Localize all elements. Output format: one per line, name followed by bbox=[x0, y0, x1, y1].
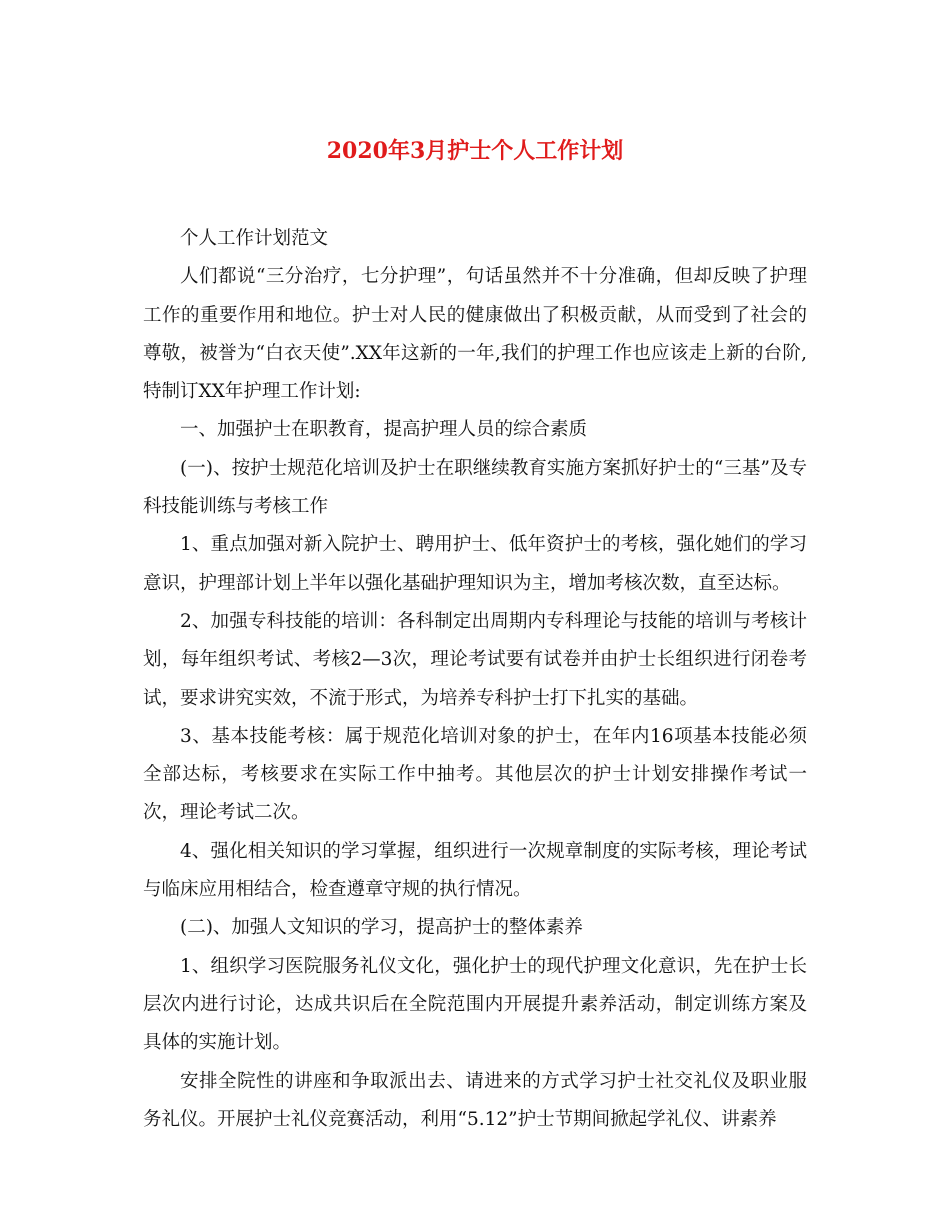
paragraph-item-5: 1、组织学习医院服务礼仪文化，强化护士的现代护理文化意识，先在护士长层次内进行讨论，达成共识后在全院范围内开展提升素养活动，制定训练方案及具体的实施计划。 bbox=[143, 955, 807, 1054]
paragraph-heading: 个人工作计划范文 bbox=[180, 228, 329, 249]
paragraph-item-3: 3、基本技能考核：属于规范化培训对象的护士，在年内16项基本技能必须全部达标，考核要求在实际工作中抽考。其他层次的护士计划安排操作考试一次，理论考试二次。 bbox=[143, 725, 807, 824]
document-title: 2020年3月护士个人工作计划 bbox=[326, 138, 624, 164]
subsection-heading-2: (二)、加强人文知识的学习，提高护士的整体素养 bbox=[180, 917, 583, 939]
paragraph-item-6: 安排全院性的讲座和争取派出去、请进来的方式学习护士社交礼仪及职业服务礼仪。开展护士礼仪竞赛活动，利用“5.12”护士节期间掀起学礼仪、讲素养 bbox=[143, 1070, 807, 1130]
subsection-heading-1: (一)、按护士规范化培训及护士在职继续教育实施方案抓好护士的“三基”及专科技能训练与考核工作 bbox=[143, 457, 807, 518]
paragraph-item-2: 2、加强专科技能的培训：各科制定出周期内专科理论与技能的培训与考核计划，每年组织考试、考核2—3次，理论考试要有试卷并由护士长组织进行闭卷考试，要求讲究实效，不流于形式，为培养专科护士打下扎实的基础。 bbox=[143, 610, 807, 709]
paragraph-intro: 人们都说“三分治疗，七分护理”，句话虽然并不十分准确，但却反映了护理工作的重要作用和地位。护士对人民的健康做出了积极贡献，从而受到了社会的尊敬，被誉为“白衣天使”.XX年这新的一年,我们的护理工作也应该走上新的台阶,特制订XX年护理工作计划: bbox=[143, 266, 807, 403]
paragraph-item-4: 4、强化相关知识的学习掌握，组织进行一次规章制度的实际考核，理论考试与临床应用相结合，检查遵章守规的执行情况。 bbox=[143, 840, 807, 901]
document-body bbox=[143, 220, 807, 1139]
section-heading-1: 一、加强护士在职教育，提高护理人员的综合素质 bbox=[180, 419, 588, 441]
paragraph-item-1: 1、重点加强对新入院护士、聘用护士、低年资护士的考核，强化她们的学习意识，护理部计划上半年以强化基础护理知识为主，增加考核次数，直至达标。 bbox=[143, 534, 807, 594]
